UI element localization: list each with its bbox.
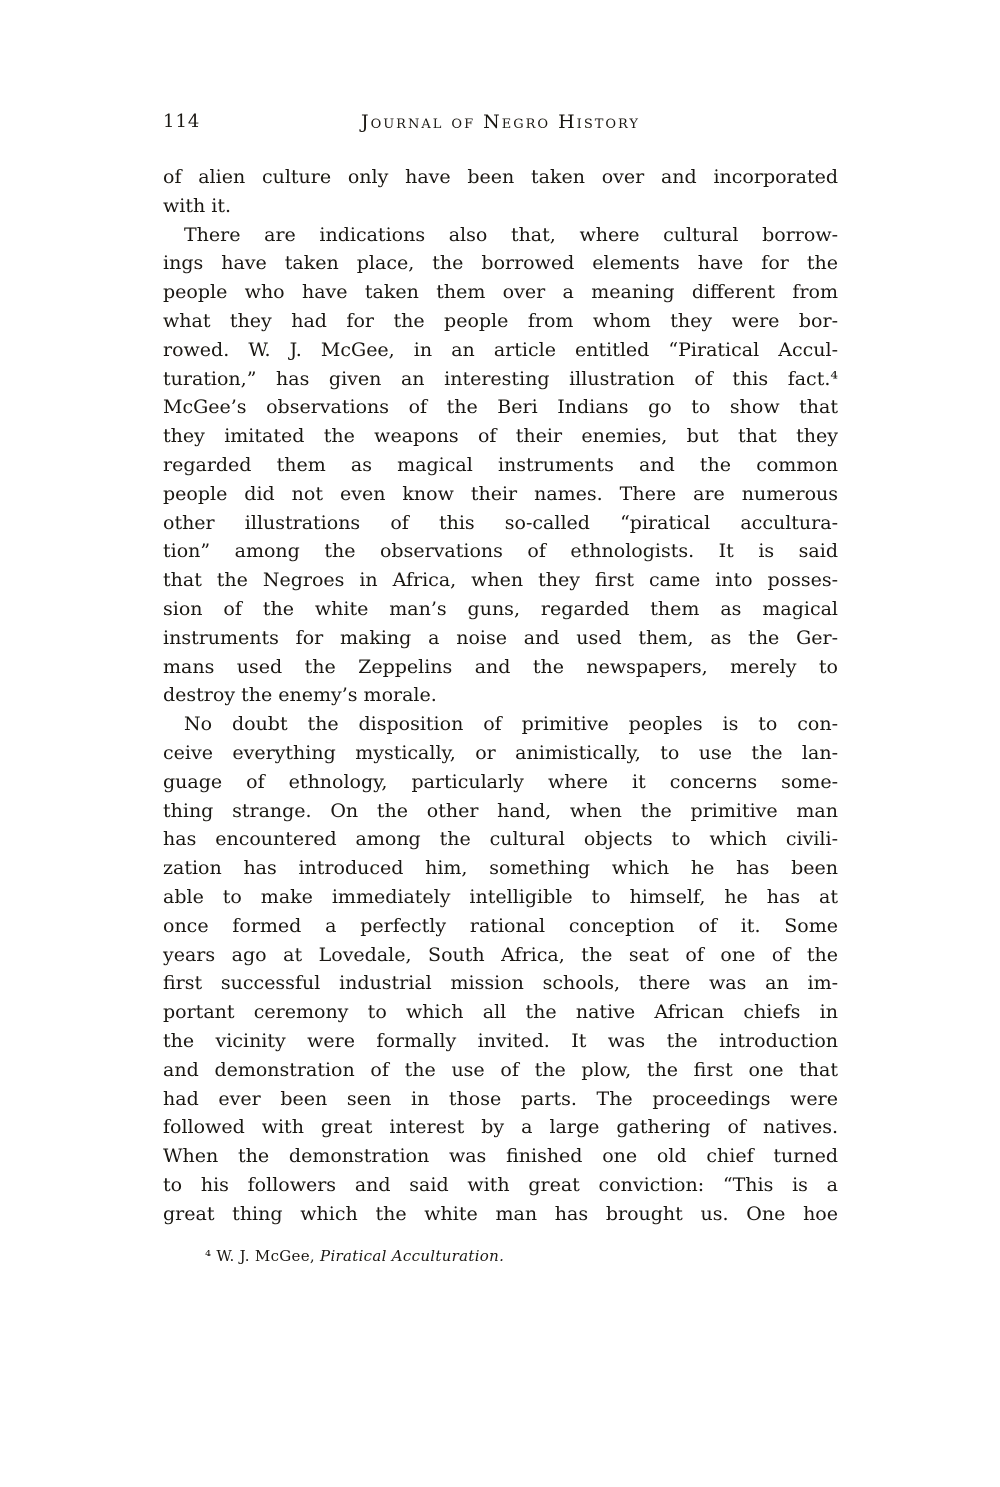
text-line: mans used the Zeppelins and the newspapers, merely to bbox=[163, 655, 838, 678]
text-line: zation has introduced him, something which he has been bbox=[163, 857, 838, 880]
footnote-marker: ⁴ bbox=[205, 1247, 212, 1265]
text-line: portant ceremony to which all the native African chiefs in bbox=[163, 1001, 838, 1024]
text-line: the vicinity were formally invited. It was the introduction bbox=[163, 1029, 838, 1052]
text-line: ceive everything mystically, or animistically, to use the lan- bbox=[163, 741, 838, 764]
page-number: 114 bbox=[163, 111, 201, 132]
text-line: able to make immediately intelligible to himself, he has at bbox=[163, 885, 838, 908]
paragraph bbox=[163, 221, 838, 711]
footnote-work-title: Piratical Acculturation. bbox=[320, 1247, 505, 1265]
text-line: ings have taken place, the borrowed elements have for the bbox=[163, 252, 838, 275]
footnote bbox=[205, 1247, 504, 1265]
footnote-citation: W. J. McGee, bbox=[211, 1247, 321, 1265]
text-line: had ever been seen in those parts. The proceedings were bbox=[163, 1087, 838, 1110]
text-line: instruments for making a noise and used them, as the Ger- bbox=[163, 626, 838, 649]
running-title: Journal of Negro History bbox=[360, 111, 641, 133]
text-line: great thing which the white man has brought us. One hoe bbox=[163, 1202, 838, 1225]
text-line: that the Negroes in Africa, when they first came into posses- bbox=[163, 569, 838, 592]
text-line: sion of the white man’s guns, regarded them as magical bbox=[163, 597, 838, 620]
text-line: people who have taken them over a meaning different from bbox=[163, 281, 838, 304]
text-line: to his followers and said with great conviction: “This is a bbox=[163, 1173, 838, 1196]
text-line: what they had for the people from whom they were bor- bbox=[163, 309, 838, 332]
text-line: regarded them as magical instruments and the common bbox=[163, 453, 838, 476]
text-line: guage of ethnology, particularly where it concerns some- bbox=[163, 770, 838, 793]
text-line: When the demonstration was finished one old chief turned bbox=[163, 1145, 838, 1168]
text-line: and demonstration of the use of the plow, the first one that bbox=[163, 1058, 838, 1081]
text-line: other illustrations of this so-called “piratical accultura- bbox=[163, 511, 838, 534]
text-line: once formed a perfectly rational conception of it. Some bbox=[163, 914, 838, 937]
text-line: has encountered among the cultural objects to which civili- bbox=[163, 828, 838, 851]
text-line: first successful industrial mission schools, there was an im- bbox=[163, 972, 838, 995]
text-line: destroy the enemy’s morale. bbox=[163, 684, 437, 707]
text-line: tion” among the observations of ethnologists. It is said bbox=[163, 540, 838, 563]
text-line: thing strange. On the other hand, when the primitive man bbox=[163, 799, 838, 822]
text-line: with it. bbox=[163, 194, 232, 217]
text-line: followed with great interest by a large gathering of natives. bbox=[163, 1116, 838, 1139]
text-line: rowed. W. J. McGee, in an article entitled “Piratical Accul- bbox=[163, 338, 838, 361]
text-line: people did not even know their names. There are numerous bbox=[163, 482, 838, 505]
text-line: There are indications also that, where cultural borrow- bbox=[184, 223, 838, 246]
paragraph bbox=[163, 710, 838, 1228]
body-text bbox=[163, 163, 838, 1228]
text-line: No doubt the disposition of primitive peoples is to con- bbox=[184, 713, 838, 736]
page-header bbox=[163, 111, 838, 137]
paragraph bbox=[163, 163, 838, 221]
text-line: they imitated the weapons of their enemies, but that they bbox=[163, 425, 838, 448]
text-line: of alien culture only have been taken over and incorporated bbox=[163, 166, 838, 188]
text-line: years ago at Lovedale, South Africa, the seat of one of the bbox=[163, 943, 838, 966]
text-line: turation,” has given an interesting illustration of this fact.⁴ bbox=[163, 367, 838, 390]
text-line: McGee’s observations of the Beri Indians go to show that bbox=[163, 396, 838, 419]
